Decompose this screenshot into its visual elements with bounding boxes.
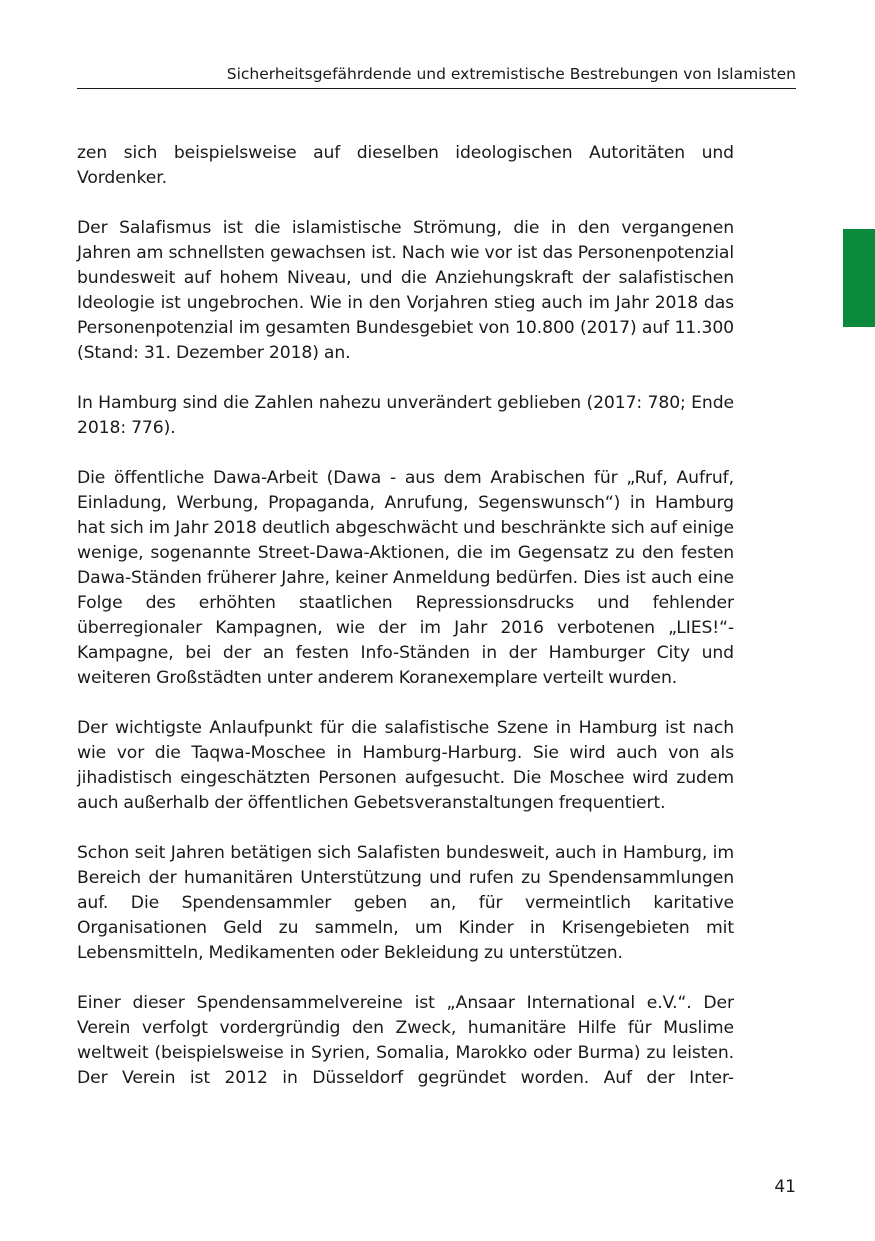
- header-rule: [77, 88, 796, 89]
- paragraph-6: Schon seit Jahren betätigen sich Salafisten bundesweit, auch in Hamburg, im Bereich der humanitären Unterstützung und rufen zu Spendensammlungen auf. Die Spendensammler geben an, für vermeintlich karitative Organisationen Geld zu sammeln, um Kinder in Krisengebieten mit Lebensmitteln, Medikamenten oder Bekleidung zu unterstützen.: [77, 843, 734, 963]
- paragraph-2: Der Salafismus ist die islamistische Strömung, die in den vergangenen Jahren am schnellsten gewachsen ist. Nach wie vor ist das Personenpotenzial bundesweit auf hohem Niveau, und die Anziehungskraft der salafistischen Ideologie ist ungebrochen. Wie in den Vorjahren stieg auch im Jahr 2018 das Personenpotenzial im gesamten Bundesgebiet von 10.800 (2017) auf 11.300 (Stand: 31. Dezember 2018) an.: [77, 218, 734, 363]
- chapter-thumb-tab: [843, 229, 875, 327]
- paragraph-7: Einer dieser Spendensammelvereine ist „Ansaar International e.V.“. Der Verein verfolgt vordergründig den Zweck, humanitäre Hilfe für Muslime weltweit (beispielsweise in Syrien, Somalia, Marokko oder Burma) zu leisten. Der Verein ist 2012 in Düsseldorf gegründet worden. Auf der Inter-: [77, 993, 734, 1088]
- body-text: [77, 141, 734, 1116]
- paragraph-3: In Hamburg sind die Zahlen nahezu unverändert geblieben (2017: 780; Ende 2018: 776).: [77, 393, 734, 438]
- paragraph-5: Der wichtigste Anlaufpunkt für die salafistische Szene in Hamburg ist nach wie vor die Taqwa-Moschee in Hamburg-Harburg. Sie wird auch von als jihadistisch eingeschätzten Personen aufgesucht. Die Moschee wird zudem auch außerhalb der öffentlichen Gebetsveranstaltungen frequentiert.: [77, 718, 734, 813]
- paragraph-1: zen sich beispielsweise auf dieselben ideologischen Autoritäten und Vordenker.: [77, 143, 734, 188]
- page-number: 41: [774, 1177, 796, 1197]
- running-header: Sicherheitsgefährdende und extremistische Bestrebungen von Islamisten: [226, 65, 796, 83]
- paragraph-4: Die öffentliche Dawa-Arbeit (Dawa - aus dem Arabischen für „Ruf, Aufruf, Einladung, Werbung, Propaganda, Anrufung, Segenswunsch“) in Hamburg hat sich im Jahr 2018 deutlich abgeschwächt und beschränkte sich auf einige wenige, sogenannte Street-Dawa-Aktionen, die im Gegensatz zu den festen Dawa-Ständen früherer Jahre, keiner Anmeldung bedürfen. Dies ist auch eine Folge des erhöhten staatlichen Repressionsdrucks und fehlender überregionaler Kampagnen, wie der im Jahr 2016 verbotenen „LIES!“-Kampagne, bei der an festen Info-Ständen in der Hamburger City und weiteren Großstädten unter anderem Koranexemplare verteilt wurden.: [77, 468, 734, 688]
